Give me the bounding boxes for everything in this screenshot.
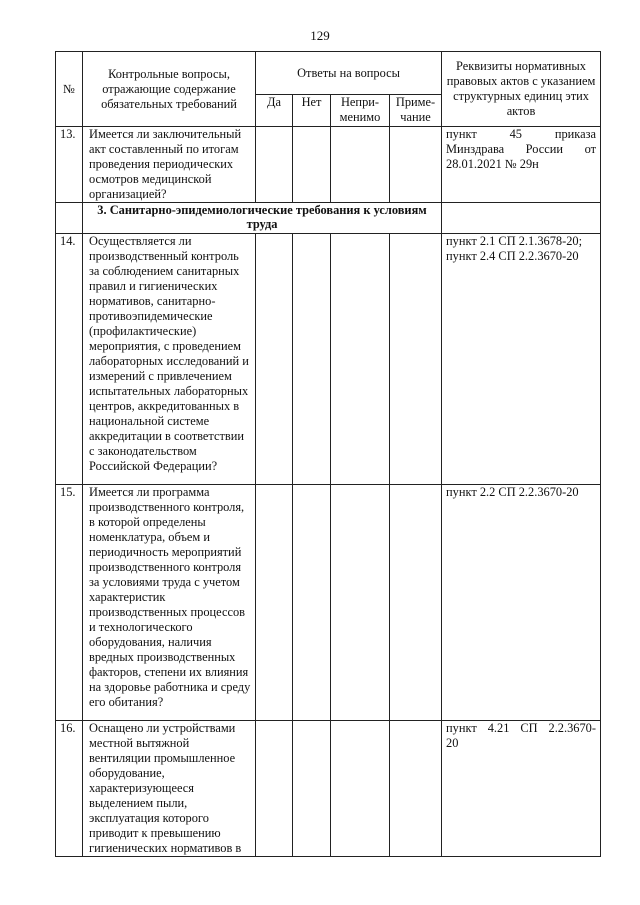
header-yes: Да <box>256 95 293 127</box>
checklist-table <box>55 51 601 857</box>
section-empty-cell <box>442 203 601 234</box>
header-na: Непри- менимо <box>331 95 390 127</box>
table-row <box>56 721 601 857</box>
row-question: Имеется ли программа производственного контроля, в которой определены номенклатура, объем и периодичность мероприятий производственного контроля за условиями труда с учетом характеристик производственных процессов и технологического оборудования, наличия вредных производственных факторов, степени их влияния на здоровье работника и среду его обитания? <box>83 485 256 721</box>
header-no: Нет <box>293 95 331 127</box>
row-requisites <box>442 127 601 203</box>
answer-yes-cell[interactable] <box>256 127 293 203</box>
requisites-line: пункт 2.2 СП 2.2.3670-20 <box>446 485 579 499</box>
row-question: Оснащено ли устройствами местной вытяжной вентиляции промышленное оборудование, характеризующееся выделением пыли, эксплуатация которого приводит к превышению гигиенических нормативов в <box>83 721 256 857</box>
answer-na-cell[interactable] <box>331 485 390 721</box>
row-question: Осуществляется ли производственный контроль за соблюдением санитарных правил и гигиенических нормативов, санитарно-противоэпидемические (профилактические) мероприятия, с проведением лабораторных исследований и измерений с привлечением испытательных лабораторных центров, аккредитованных в национальной системе аккредитации в соответствии с законодательством Российской Федерации? <box>83 234 256 485</box>
answer-no-cell[interactable] <box>293 127 331 203</box>
answer-na-cell[interactable] <box>331 234 390 485</box>
section-row <box>56 203 601 234</box>
requisites-line: 28.01.2021 № 29н <box>446 157 539 171</box>
answer-no-cell[interactable] <box>293 721 331 857</box>
row-question: Имеется ли заключительный акт составленный по итогам проведения периодических осмотров медицинской организацией? <box>83 127 256 203</box>
section-empty-cell <box>56 203 83 234</box>
header-note: Приме- чание <box>390 95 442 127</box>
answer-na-cell[interactable] <box>331 127 390 203</box>
answer-note-cell[interactable] <box>390 234 442 485</box>
answer-na-cell[interactable] <box>331 721 390 857</box>
requisites-line: 20 <box>446 736 459 750</box>
answer-no-cell[interactable] <box>293 234 331 485</box>
section-title: 3. Санитарно-эпидемиологические требования к условиям труда <box>83 203 442 234</box>
requisites-line: пункт 4.21 СП 2.2.3670- <box>446 721 597 735</box>
table-row <box>56 127 601 203</box>
answer-yes-cell[interactable] <box>256 485 293 721</box>
row-number: 16. <box>56 721 83 857</box>
row-number: 13. <box>56 127 83 203</box>
header-answers: Ответы на вопросы <box>256 52 442 95</box>
answer-yes-cell[interactable] <box>256 234 293 485</box>
table-row <box>56 485 601 721</box>
row-requisites <box>442 721 601 857</box>
requisites-line: пункт 2.1 СП 2.1.3678-20; <box>446 234 583 248</box>
header-row <box>56 52 601 95</box>
answer-no-cell[interactable] <box>293 485 331 721</box>
answer-note-cell[interactable] <box>390 127 442 203</box>
answer-note-cell[interactable] <box>390 721 442 857</box>
header-num: № <box>56 52 83 127</box>
row-requisites <box>442 234 601 485</box>
requisites-line: пункт 2.4 СП 2.2.3670-20 <box>446 249 579 263</box>
header-questions: Контрольные вопросы, отражающие содержание обязательных требований <box>83 52 256 127</box>
answer-yes-cell[interactable] <box>256 721 293 857</box>
row-number: 15. <box>56 485 83 721</box>
row-requisites <box>442 485 601 721</box>
table-row <box>56 234 601 485</box>
answer-note-cell[interactable] <box>390 485 442 721</box>
requisites-line: пункт 45 приказа Минздрава России от <box>446 127 597 156</box>
row-number: 14. <box>56 234 83 485</box>
header-requisites: Реквизиты нормативных правовых актов с указанием структурных единиц этих актов <box>442 52 601 127</box>
page-number: 129 <box>310 28 330 43</box>
